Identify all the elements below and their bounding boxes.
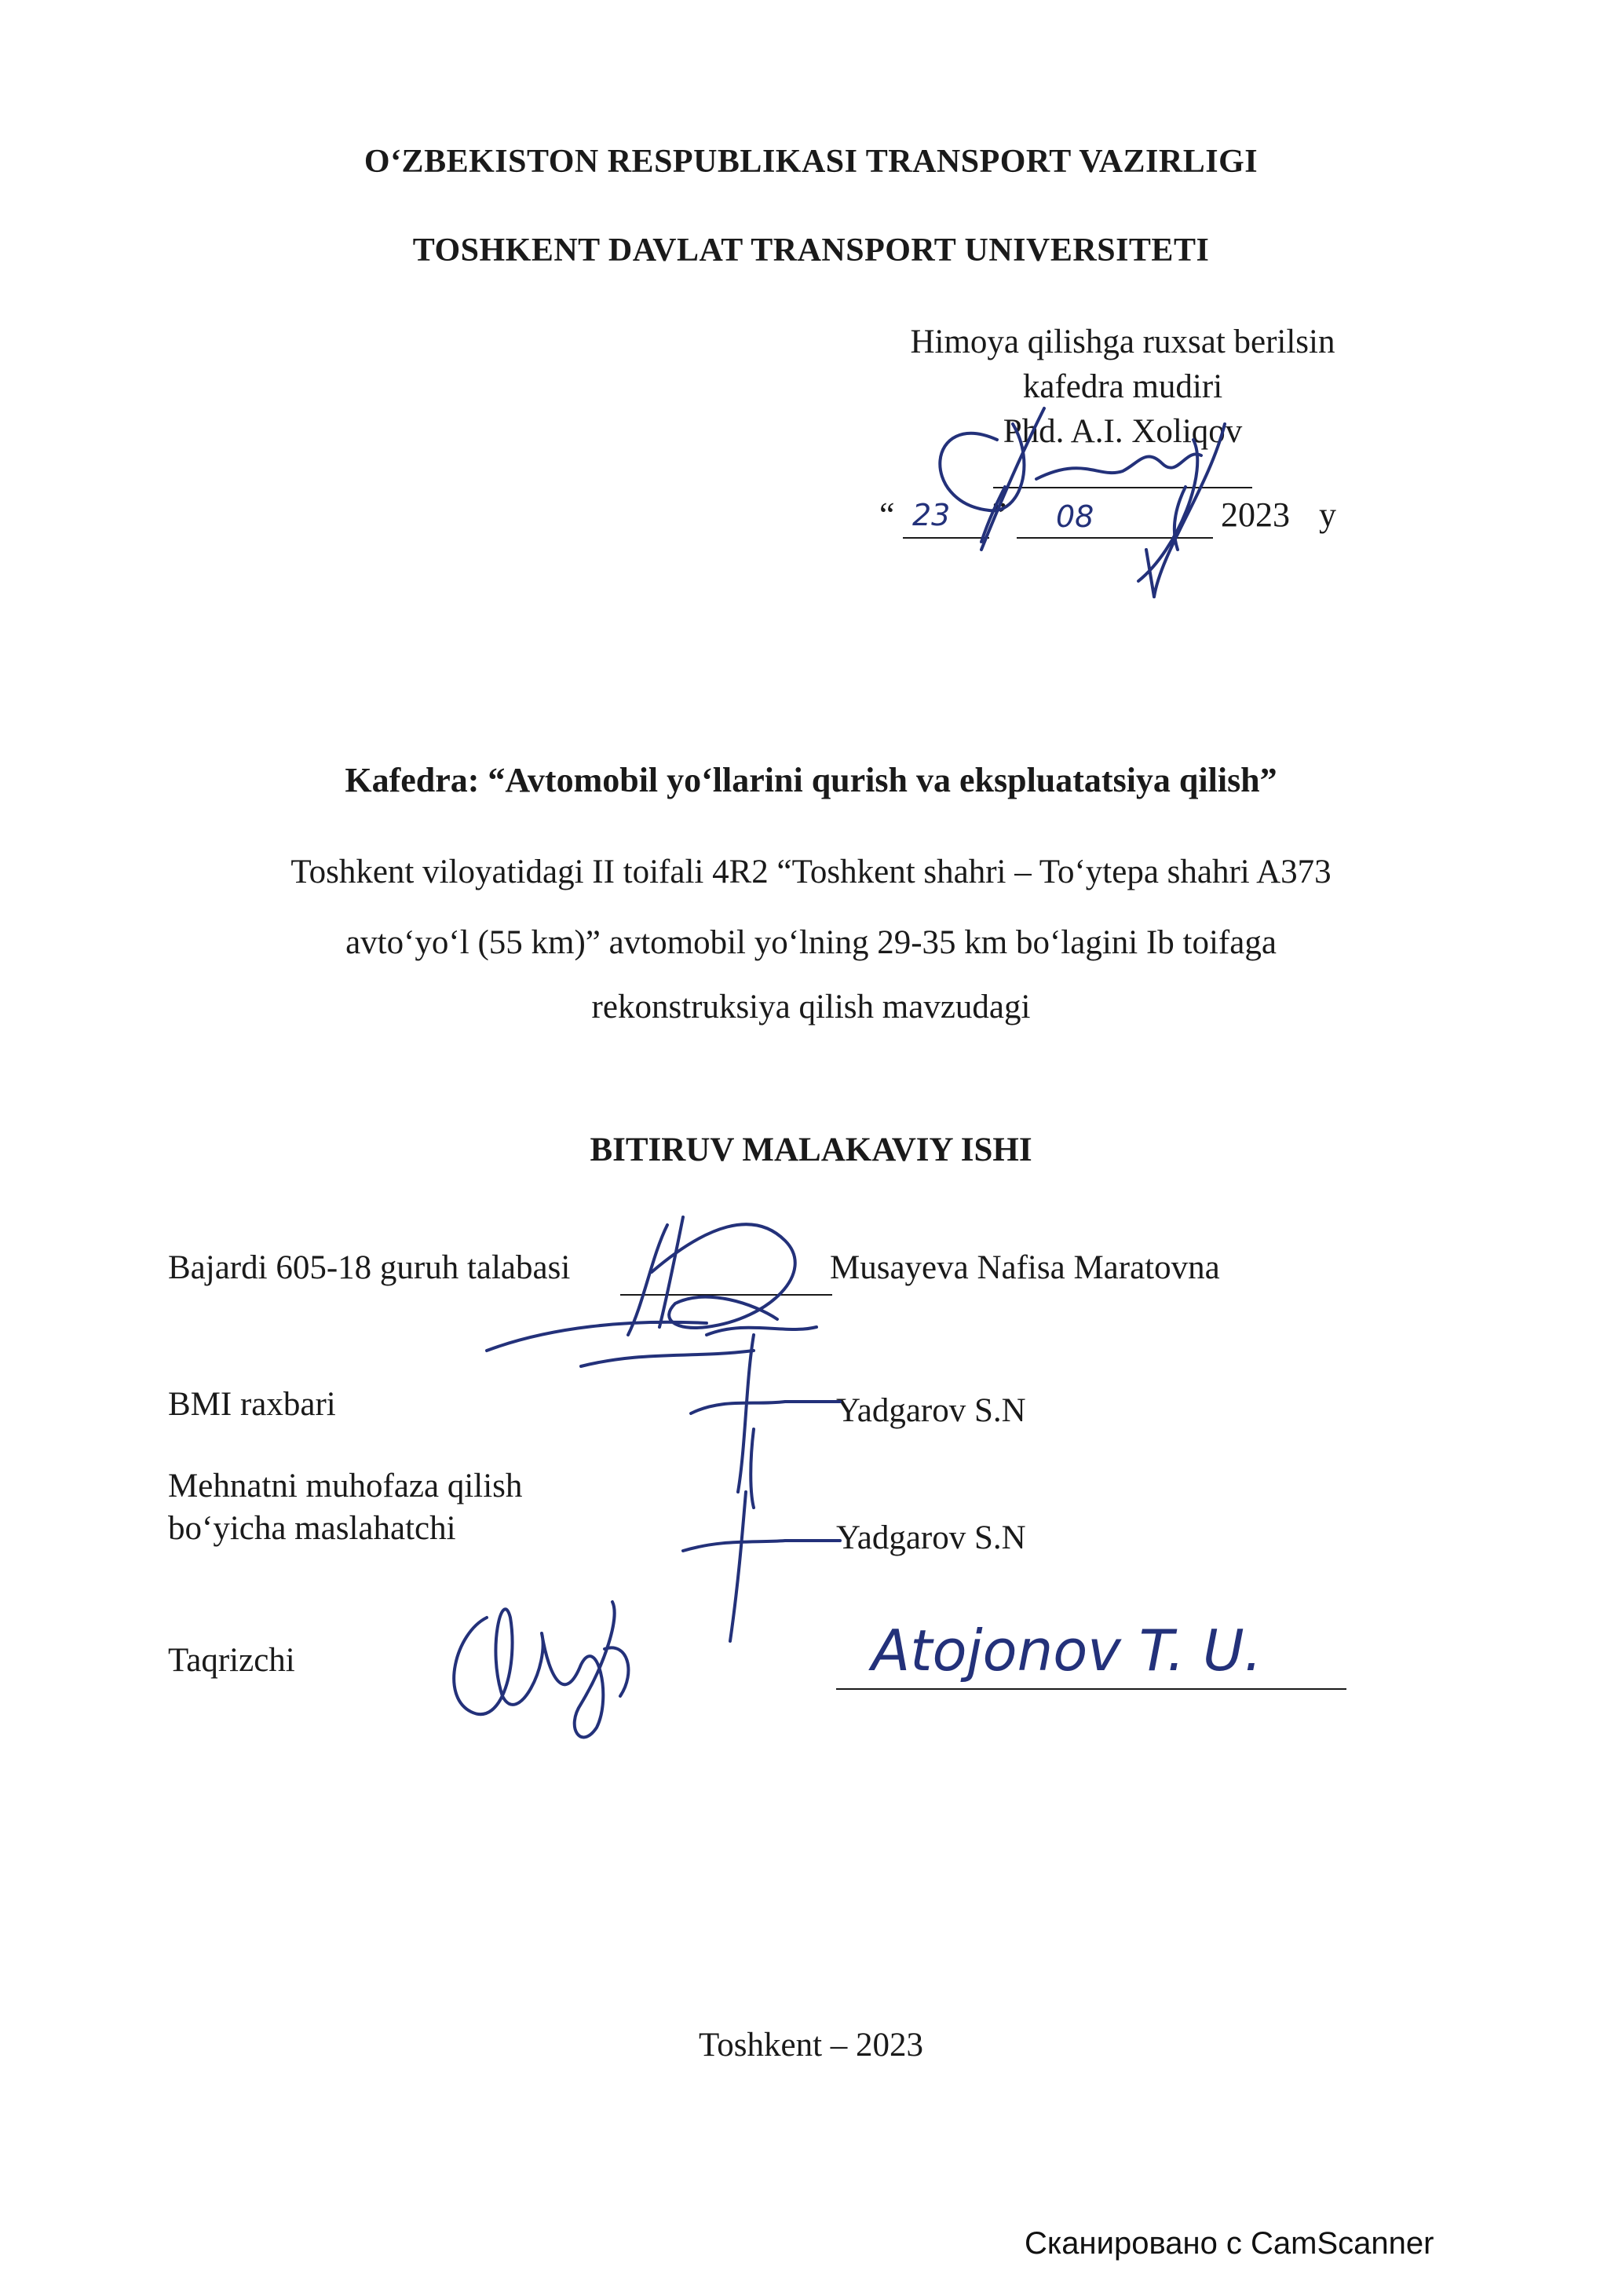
date-month-handwritten: 08 <box>1056 499 1094 534</box>
date-year-suffix: y <box>1319 495 1336 534</box>
date-year: 2023 <box>1221 495 1290 534</box>
city-year: Toshkent – 2023 <box>698 2027 924 2064</box>
university-heading: TOSHKENT DAVLAT TRANSPORT UNIVERSITETI <box>412 232 1210 269</box>
topic-line-2: avto‘yo‘l (55 km)” avtomobil yo‘lning 29-35 km bo‘lagini Ib toifaga <box>345 924 1277 961</box>
safety-role-line-2: bo‘yicha maslahatchi <box>168 1510 456 1547</box>
reviewer-signature <box>454 1602 628 1737</box>
student-name: Musayeva Nafisa Maratovna <box>830 1249 1220 1286</box>
approval-line-1: Himoya qilishga ruxsat berilsin <box>910 324 1335 360</box>
supervisor-signature <box>691 1335 840 1508</box>
topic-line-3: rekonstruksiya qilish mavzudagi <box>591 989 1031 1026</box>
approval-head-name: Phd. A.I. Xoliqov <box>1003 413 1243 450</box>
safety-consultant-name: Yadgarov S.N <box>836 1519 1026 1556</box>
supervisor-name: Yadgarov S.N <box>836 1392 1026 1429</box>
approval-signature-line <box>993 487 1252 488</box>
supervisor-role: BMI raxbari <box>168 1386 336 1423</box>
scanner-watermark: Сканировано с CamScanner <box>1025 2226 1434 2261</box>
ministry-heading: O‘ZBEKISTON RESPUBLIKASI TRANSPORT VAZIRLIGI <box>363 144 1259 180</box>
date-day-blank <box>903 537 989 539</box>
date-close-quote: ” <box>992 495 1007 534</box>
student-signature-line <box>620 1294 832 1296</box>
safety-role-line-1: Mehnatni muhofaza qilish <box>168 1468 523 1504</box>
student-signature <box>487 1217 816 1366</box>
date-open-quote: “ <box>879 495 895 534</box>
reviewer-name-line <box>836 1688 1346 1690</box>
safety-signature <box>683 1492 840 1641</box>
reviewer-role: Taqrizchi <box>168 1642 295 1679</box>
date-month-blank <box>1017 537 1213 539</box>
approval-line-2: kafedra mudiri <box>1022 368 1223 405</box>
approval-date <box>879 495 1366 542</box>
student-role: Bajardi 605-18 guruh talabasi <box>168 1249 571 1286</box>
department-title: Kafedra: “Avtomobil yo‘llarini qurish va ekspluatatsiya qilish” <box>345 761 1277 799</box>
work-title: BITIRUV MALAKAVIY ISHI <box>590 1132 1032 1168</box>
date-day-handwritten: 23 <box>912 498 951 532</box>
reviewer-name-handwritten: Atojonov T. U. <box>871 1618 1262 1684</box>
topic-line-1: Toshkent viloyatidagi II toifali 4R2 “Toshkent shahri – To‘ytepa shahri A373 <box>290 854 1332 890</box>
